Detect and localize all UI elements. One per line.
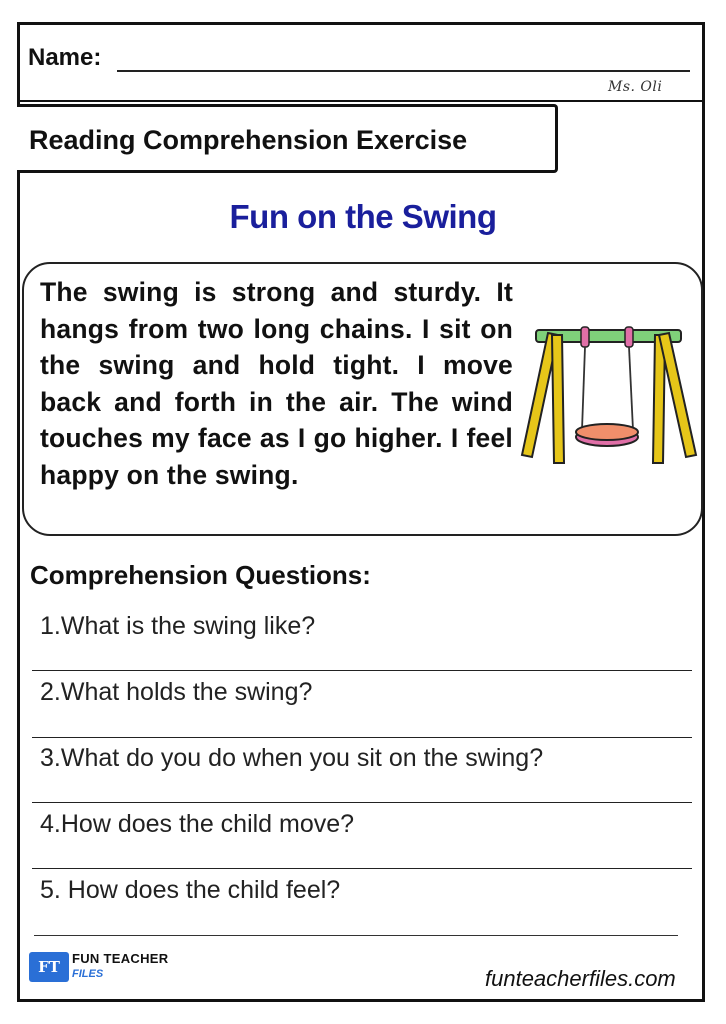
question-number: 5. xyxy=(40,876,61,904)
brand-name-line2: FILES xyxy=(72,968,104,980)
question-text: What is the swing like? xyxy=(60,612,316,640)
swing-left-hook xyxy=(581,327,589,347)
author-signature: Ms. Oli xyxy=(608,79,663,95)
swing-left-chain xyxy=(582,347,585,430)
brand-logo xyxy=(29,952,69,982)
question-2 xyxy=(40,678,312,707)
question-number: 4. xyxy=(40,810,61,838)
answer-line-5[interactable] xyxy=(34,935,678,936)
answer-line-4[interactable] xyxy=(32,868,692,869)
question-text: What do you do when you sit on the swing? xyxy=(60,744,544,772)
question-number: 1. xyxy=(40,612,61,640)
website-url: funteacherfiles.com xyxy=(485,966,676,991)
brand-logo-mark: FT xyxy=(38,958,60,976)
questions-heading: Comprehension Questions: xyxy=(30,560,371,590)
swing-illustration xyxy=(518,325,700,470)
swing-seat xyxy=(576,424,638,440)
swing-right-chain xyxy=(629,347,633,430)
answer-line-2[interactable] xyxy=(32,737,692,738)
question-5 xyxy=(40,876,340,905)
exercise-title: Reading Comprehension Exercise xyxy=(29,125,468,155)
story-text: The swing is strong and sturdy. It hangs from two long chains. I sit on the swing and hold tight. I move back and forth in the air. The wind touches my face as I go higher. I feel happy on the swing. xyxy=(40,277,513,490)
name-input-line[interactable] xyxy=(117,70,690,72)
swing-right-hook xyxy=(625,327,633,347)
question-3 xyxy=(40,744,543,773)
question-1 xyxy=(40,612,315,641)
brand-name-line1: FUN TEACHER xyxy=(72,951,169,966)
header-divider xyxy=(17,100,705,102)
answer-line-3[interactable] xyxy=(32,802,692,803)
name-label: Name: xyxy=(28,44,102,71)
question-text: How does the child move? xyxy=(60,810,355,838)
exercise-title-box xyxy=(17,104,558,173)
question-number: 3. xyxy=(40,744,61,772)
story-title: Fun on the Swing xyxy=(229,198,497,235)
question-text: How does the child feel? xyxy=(60,876,341,904)
question-text: What holds the swing? xyxy=(60,678,313,706)
swing-left-post-inner xyxy=(552,335,564,463)
answer-line-1[interactable] xyxy=(32,670,692,671)
question-4 xyxy=(40,810,354,839)
question-number: 2. xyxy=(40,678,61,706)
